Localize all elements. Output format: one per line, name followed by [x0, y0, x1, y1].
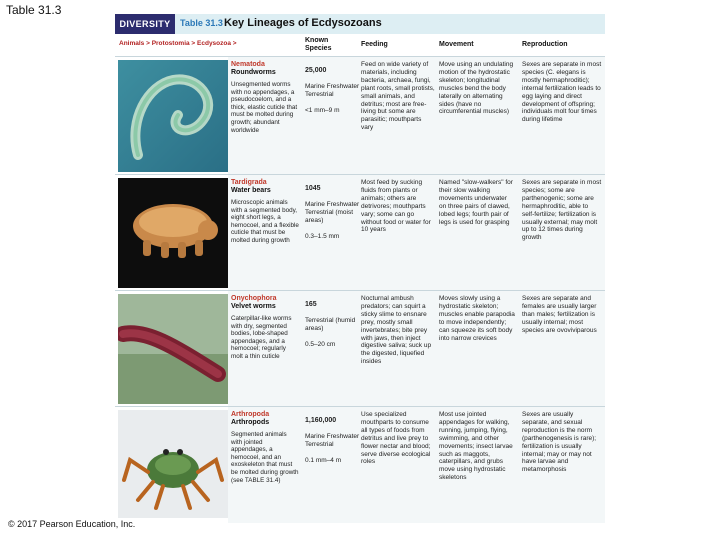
- phylum-description: Unsegmented worms with no appendages, a pseudocoelom, and a thick, elastic cuticle that must be molted during growth; abundant worldwide: [231, 81, 298, 134]
- movement-text: Most use jointed appendages for walking, running, jumping, flying, swimming, and other movements; insect larvae such as maggots, caterpillars, and grubs move using hydrostatic skeletons: [439, 411, 513, 482]
- species-count: 1,160,000: [305, 417, 337, 424]
- header-movement: Movement: [439, 41, 474, 48]
- roundworm-photo: [118, 60, 228, 172]
- table-row: [115, 406, 605, 523]
- common-name: Roundworms: [231, 69, 276, 76]
- phylum-description: Caterpillar-like worms with dry, segmented bodies, lobe-shaped appendages, and a hemocoel; regularly molt a thin cuticle: [231, 315, 292, 360]
- reproduction-text: Sexes are usually separate, and sexual reproduction is the norm (parthenogenesis is rare); fertilization is usually internal; may or may not have larvae and metamorphosis: [522, 411, 597, 474]
- slide-title: Table 31.3: [6, 3, 62, 17]
- phylum-description: Microscopic animals with a segmented body, eight short legs, a hemocoel, and a flexible cuticle that must be molted during growth: [231, 199, 299, 244]
- reproduction-text: Sexes are separate in most species (C. elegans is mostly hermaphroditic); internal fertilization leads to egg laying and direct development of offspring; individuals molt four times during lifetime: [522, 61, 602, 124]
- body-size: 0.3–1.5 mm: [305, 232, 340, 240]
- habitat: Terrestrial (humid areas): [305, 316, 356, 332]
- reproduction-text: Sexes are separate in most species; some are parthenogenic; some are hermaphroditic, able to self-fertilize; fertilization is usually external; may molt up to 12 times during growth: [522, 179, 602, 242]
- table-row: [115, 290, 605, 407]
- phylum-name: Tardigrada: [231, 179, 267, 186]
- table-row: [115, 56, 605, 175]
- common-name: Velvet worms: [231, 303, 276, 310]
- movement-text: Moves slowly using a hydrostatic skeleton; muscles enable parapodia to move independently; can squeeze its soft body into narrow crevices: [439, 295, 515, 342]
- phylum-name: Nematoda: [231, 61, 265, 68]
- common-name: Arthropods: [231, 419, 270, 426]
- body-size: 0.1 mm–4 m: [305, 456, 342, 464]
- header-feeding: Feeding: [361, 41, 388, 48]
- phylum-name: Arthropoda: [231, 411, 270, 418]
- table-row: [115, 174, 605, 291]
- table-page: [115, 14, 605, 522]
- species-count: 25,000: [305, 67, 327, 74]
- movement-text: Move using an undulating motion of the hydrostatic skeleton; longitudinal muscles bend the body laterally on alternating sides (have no circumferential muscles): [439, 61, 514, 116]
- table-title: Key Lineages of Ecdysozoans: [224, 17, 382, 29]
- feeding-text: Use specialized mouthparts to consume all types of foods from detritus and live prey to flower nectar and blood; serve diverse ecological roles: [361, 411, 431, 466]
- phylum-description: Segmented animals with jointed appendages, a hemocoel, and an exoskeleton that must be molted during growth (see TABLE 31.4): [231, 431, 299, 484]
- copyright-notice: © 2017 Pearson Education, Inc.: [8, 519, 136, 529]
- feeding-text: Most feed by sucking fluids from plants or animals; others are detrivores; mouthparts vary; some can go without food or water for 10 years: [361, 179, 431, 234]
- species-count: 1045: [305, 185, 321, 192]
- reproduction-text: Sexes are separate and females are usually larger than males; fertilization is usually internal; most species are ovoviviparous: [522, 295, 597, 334]
- body-size: 0.5–20 cm: [305, 340, 336, 348]
- feeding-text: Feed on wide variety of materials, including bacteria, archaea, fungi, plant roots, small protists, small animals, and detritus; most are free-living but some are parasitic; mouthparts vary: [361, 61, 435, 132]
- water-bear-photo: [118, 178, 228, 288]
- movement-text: Named "slow-walkers" for their slow walking movements underwater on three pairs of clawed, lobed legs; fourth pair of legs is used for grasping: [439, 179, 513, 226]
- habitat: Marine Freshwater Terrestrial: [305, 432, 360, 448]
- breadcrumb: Animals > Protostomia > Ecdysozoa >: [119, 40, 237, 47]
- feeding-text: Nocturnal ambush predators; can squirt a sticky slime to ensnare prey, mostly small invertebrates; bite prey with jaws, then inject digestive saliva; suck up the digested, liquefied insides: [361, 295, 432, 366]
- table-banner: [115, 14, 605, 34]
- header-known-species: Known Species: [305, 37, 332, 52]
- table-number: Table 31.3: [180, 18, 223, 28]
- body-size: <1 mm–9 m: [305, 106, 340, 114]
- velvet-worm-photo: [118, 294, 228, 404]
- phylum-name: Onychophora: [231, 295, 277, 302]
- habitat: Marine Freshwater Terrestrial (moist areas): [305, 200, 360, 224]
- habitat: Marine Freshwater Terrestrial: [305, 82, 360, 98]
- header-reproduction: Reproduction: [522, 41, 568, 48]
- diversity-badge: DIVERSITY: [115, 14, 175, 34]
- common-name: Water bears: [231, 187, 271, 194]
- arthropod-crab-photo: [118, 410, 228, 518]
- species-count: 165: [305, 301, 317, 308]
